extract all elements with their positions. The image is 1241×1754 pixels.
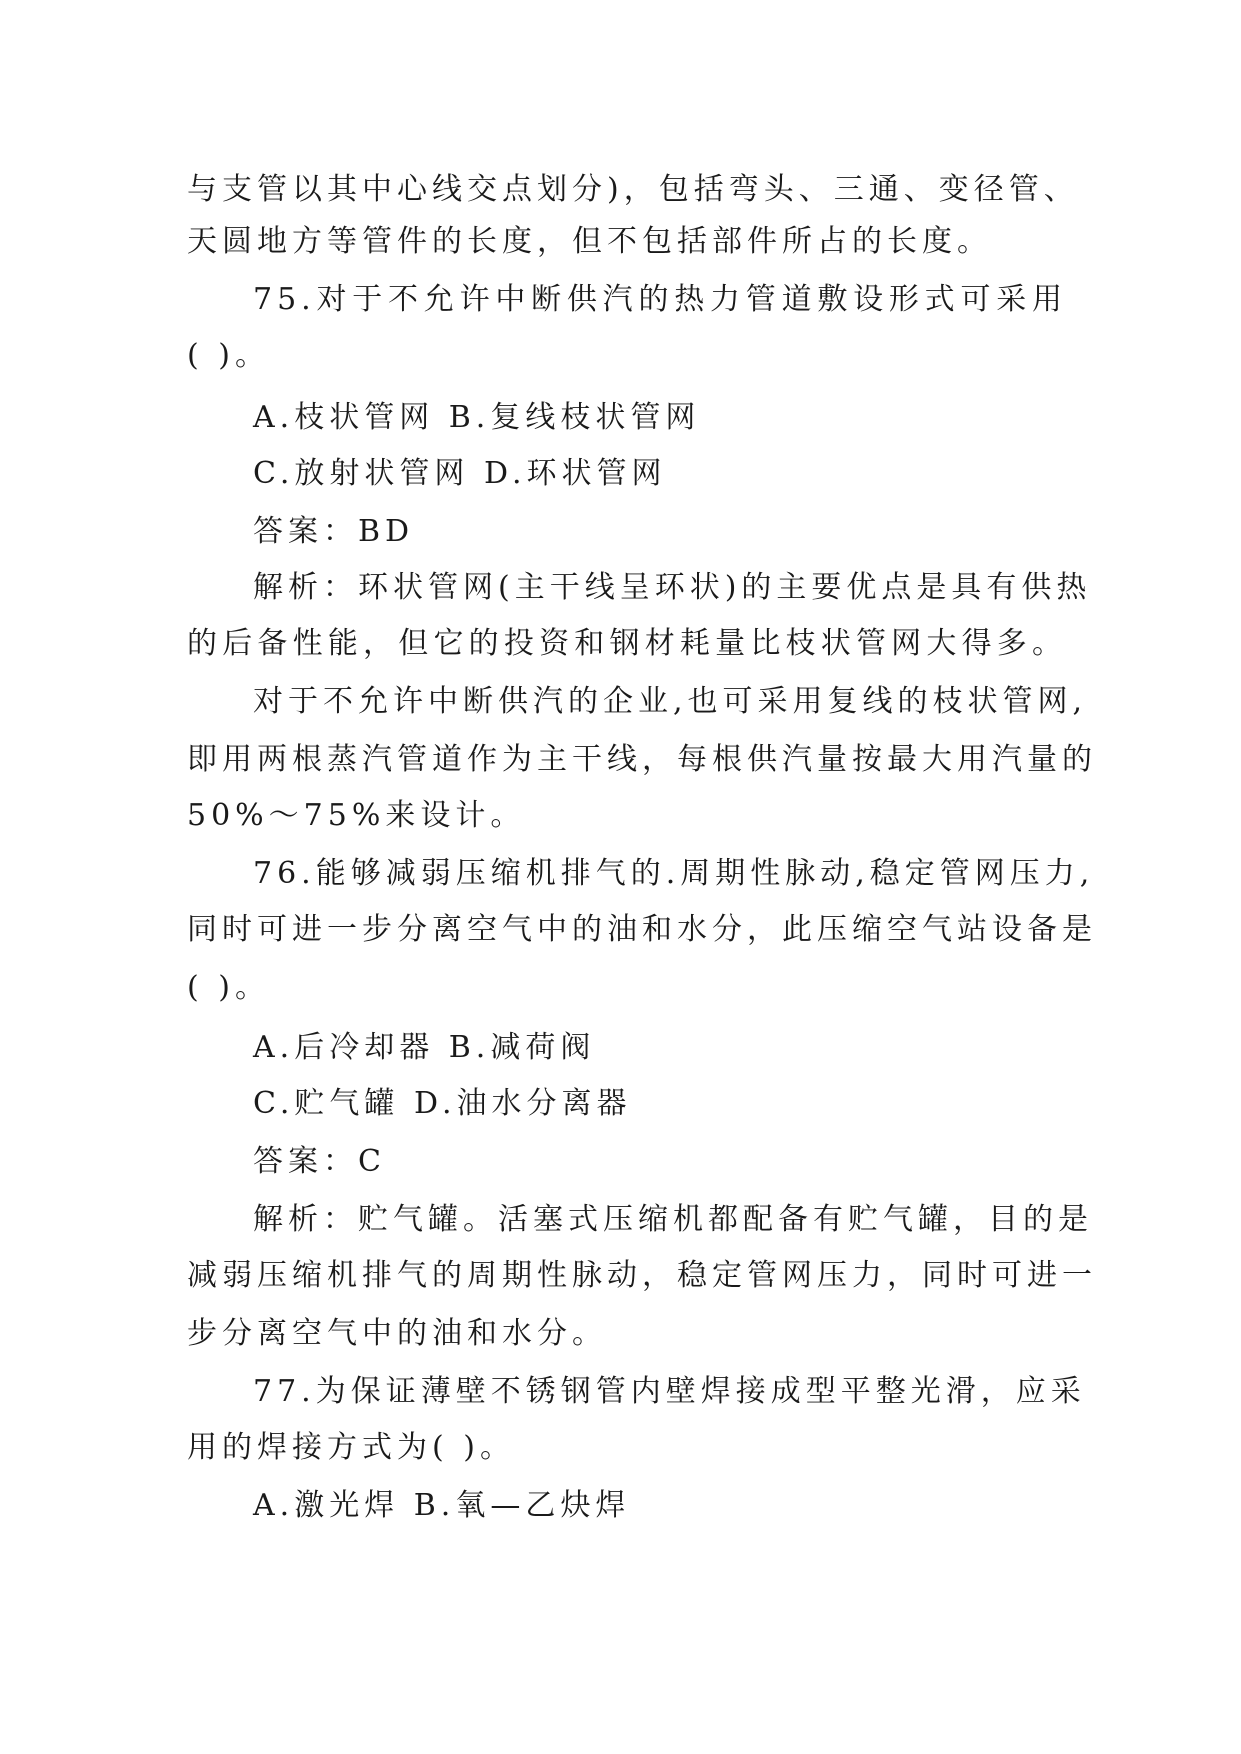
answer-line: 答案：C [253, 1144, 386, 1179]
text-line: 天圆地方等管件的长度，但不包括部件所占的长度。 [187, 224, 992, 259]
option-line: A.激光焊 B.氧—乙炔焊 [253, 1488, 631, 1523]
text-line: 50%～75%来设计。 [187, 798, 526, 833]
text-line: 用的焊接方式为( )。 [187, 1430, 515, 1465]
text-line: 的后备性能，但它的投资和钢材耗量比枝状管网大得多。 [187, 626, 1067, 661]
text-line: 即用两根蒸汽管道作为主干线，每根供汽量按最大用汽量的 [187, 742, 1097, 777]
question-76-stem: 76.能够减弱压缩机排气的.周期性脉动,稳定管网压力, [253, 856, 1095, 891]
answer-line: 答案：BD [253, 514, 415, 549]
analysis-line: 解析：贮气罐。活塞式压缩机都配备有贮气罐，目的是 [253, 1202, 1093, 1237]
text-line: 步分离空气中的油和水分。 [187, 1316, 607, 1351]
option-line: C.放射状管网 D.环状管网 [253, 456, 667, 491]
text-line: 对于不允许中断供汽的企业,也可采用复线的枝状管网, [253, 684, 1088, 719]
text-line: ( )。 [187, 338, 270, 373]
text-line: 减弱压缩机排气的周期性脉动，稳定管网压力，同时可进一 [187, 1258, 1097, 1293]
analysis-line: 解析：环状管网(主干线呈环状)的主要优点是具有供热 [253, 570, 1092, 605]
text-line: 同时可进一步分离空气中的油和水分，此压缩空气站设备是 [187, 912, 1097, 947]
text-line: 与支管以其中心线交点划分)，包括弯头、三通、变径管、 [187, 172, 1079, 207]
option-line: A.枝状管网 B.复线枝状管网 [253, 400, 701, 435]
option-line: C.贮气罐 D.油水分离器 [253, 1086, 632, 1121]
text-line: ( )。 [187, 970, 270, 1005]
option-line: A.后冷却器 B.减荷阀 [253, 1030, 596, 1065]
question-75-stem: 75.对于不允许中断供汽的热力管道敷设形式可采用 [253, 282, 1067, 317]
question-77-stem: 77.为保证薄壁不锈钢管内壁焊接成型平整光滑，应采 [253, 1374, 1086, 1409]
